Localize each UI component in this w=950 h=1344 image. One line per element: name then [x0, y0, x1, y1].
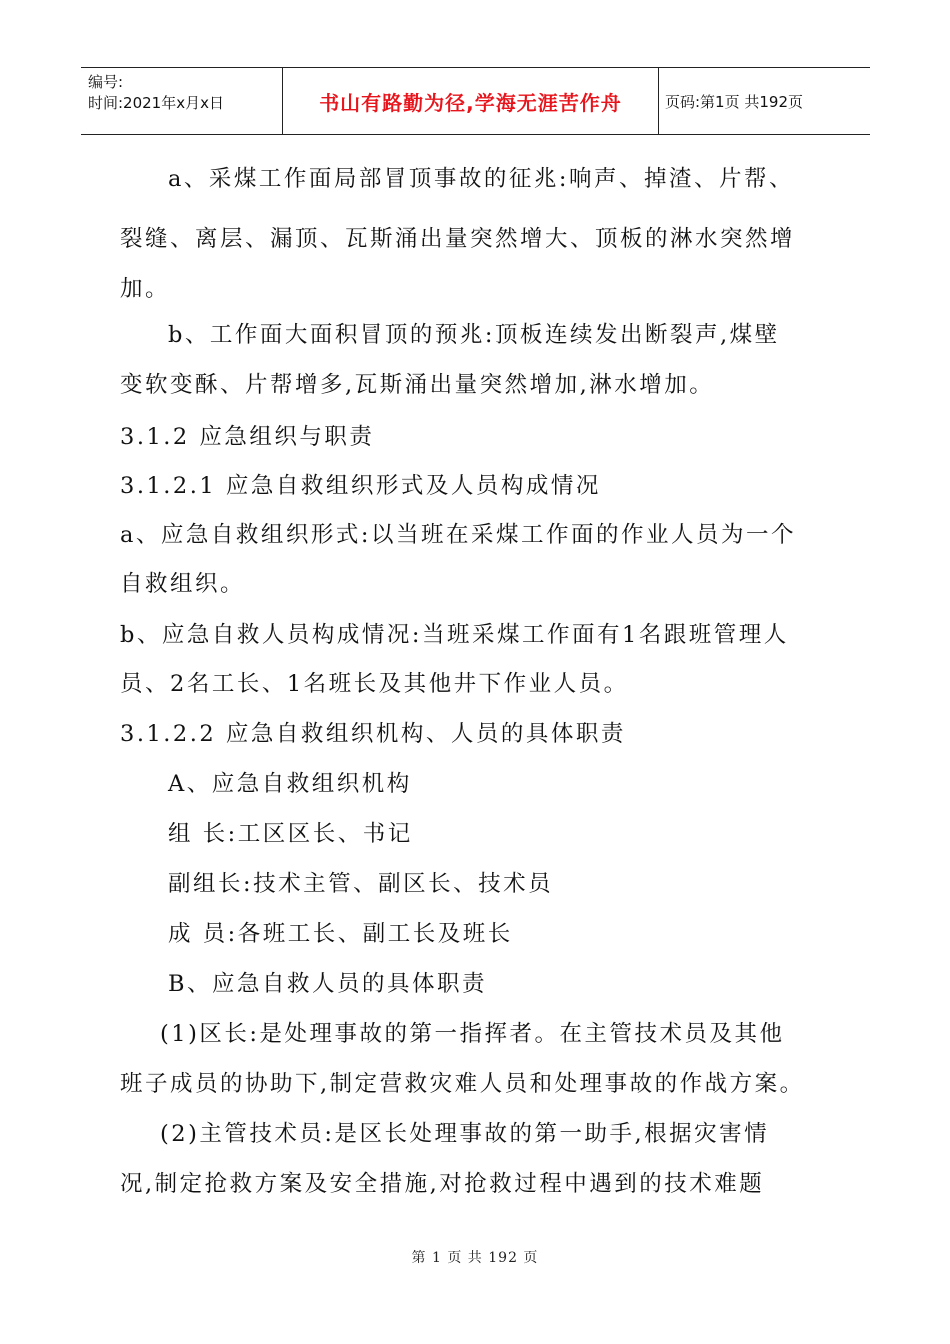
- body-line: A、应急自救组织机构: [168, 771, 412, 797]
- header-meta: [88, 72, 278, 114]
- date-label: 时间:2021年x月x日: [88, 94, 224, 112]
- body-line: 变软变酥、片帮增多,瓦斯涌出量突然增加,淋水增加。: [120, 372, 715, 398]
- body-line: b、工作面大面积冒顶的预兆:顶板连续发出断裂声,煤壁: [168, 322, 780, 348]
- header-divider: [658, 68, 659, 135]
- body-line: 副组长:技术主管、副区长、技术员: [168, 871, 554, 897]
- body-line: 班子成员的协助下,制定营救灾难人员和处理事故的作战方案。: [120, 1071, 805, 1097]
- body-line: B、应急自救人员的具体职责: [168, 971, 488, 997]
- body-line: (2)主管技术员:是区长处理事故的第一助手,根据灾害情: [160, 1121, 770, 1147]
- header-motto: 书山有路勤为径,学海无涯苦作舟: [319, 91, 622, 115]
- header-page-info: 页码:第1页 共192页: [665, 93, 803, 111]
- body-line: 加。: [120, 276, 171, 302]
- body-line: 员、2名工长、1名班长及其他井下作业人员。: [120, 671, 629, 697]
- body-line: (1)区长:是处理事故的第一指挥者。在主管技术员及其他: [160, 1021, 785, 1047]
- body-line: 成 员:各班工长、副工长及班长: [168, 921, 513, 947]
- body-line: a、采煤工作面局部冒顶事故的征兆:响声、掉渣、片帮、: [168, 166, 794, 192]
- body-line: 自救组织。: [120, 571, 246, 597]
- body-line: 组 长:工区区长、书记: [168, 821, 413, 847]
- section-heading: 3.1.2 应急组织与职责: [120, 424, 375, 450]
- body-line: 况,制定抢救方案及安全措施,对抢救过程中遇到的技术难题: [120, 1171, 765, 1197]
- subsection-heading: 3.1.2.1 应急自救组织形式及人员构成情况: [120, 473, 601, 499]
- page-footer: 第 1 页 共 192 页: [411, 1250, 539, 1266]
- body-line: 裂缝、离层、漏顶、瓦斯涌出量突然增大、顶板的淋水突然增: [120, 226, 796, 252]
- serial-number-label: 编号:: [88, 73, 124, 91]
- body-line: a、应急自救组织形式:以当班在采煤工作面的作业人员为一个: [120, 522, 796, 548]
- document-header: [81, 67, 870, 135]
- body-line: b、应急自救人员构成情况:当班采煤工作面有1名跟班管理人: [120, 622, 789, 648]
- subsection-heading: 3.1.2.2 应急自救组织机构、人员的具体职责: [120, 721, 626, 747]
